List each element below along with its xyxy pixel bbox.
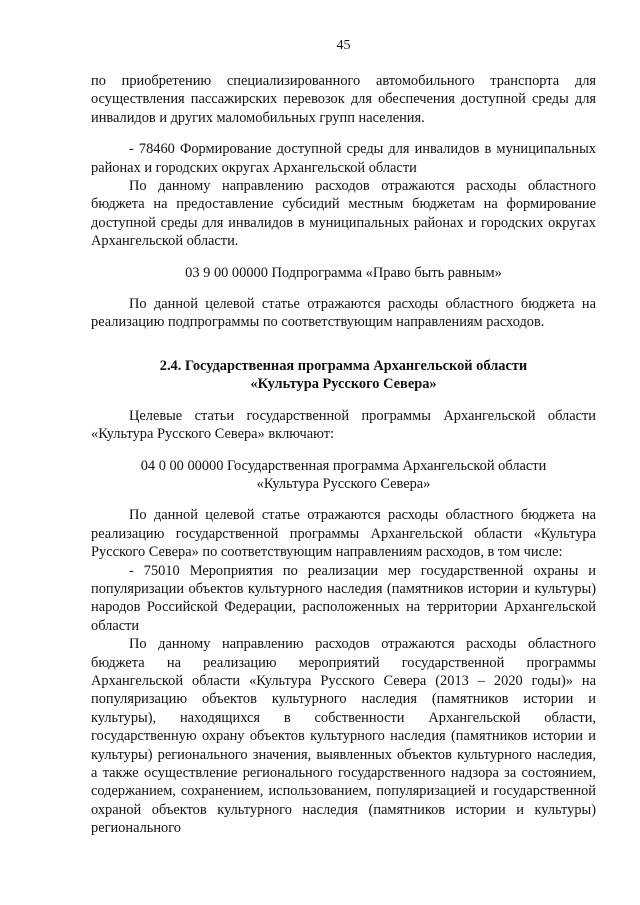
section-heading-line-1: 2.4. Государственная программа Архангельской области — [159, 357, 528, 374]
section-heading — [91, 357, 596, 394]
section-heading-line-2: «Культура Русского Севера» — [250, 376, 437, 393]
expense-item-78460: - 78460 Формирование доступной среды для инвалидов в муниципальных районах и городских округах Архангельской области — [91, 141, 596, 176]
page-number: 45 — [336, 38, 351, 53]
paragraph-subprogram-description: По данной целевой статье отражаются расходы областного бюджета на реализацию подпрограммы по соответствующим направлениям расходов. — [91, 296, 596, 331]
paragraph-78460-description: По данному направлению расходов отражаются расходы областного бюджета на предоставление субсидий местным бюджетам на формирование доступной среды для инвалидов в муниципальных районах и городских округах Архангельской области. — [91, 178, 596, 250]
program-heading-line-1: 04 0 00 00000 Государственная программа Архангельской области — [140, 457, 547, 474]
program-heading-line-2: «Культура Русского Севера» — [256, 475, 431, 492]
paragraph-continuation: по приобретению специализированного автомобильного транспорта для осуществления пассажирских перевозок для обеспечения доступной среды для инвалидов и других маломобильных групп населения. — [91, 73, 596, 126]
subprogram-heading: 03 9 00 00000 Подпрограмма «Право быть равным» — [185, 264, 502, 281]
expense-item-75010: - 75010 Мероприятия по реализации мер государственной охраны и популяризации объектов культурного наследия (памятников истории и культуры) народов Российской Федерации, расположенных на территории Архангельской области — [91, 562, 596, 634]
paragraph-target-articles: Целевые статьи государственной программы Архангельской области «Культура Русского Севера» включают: — [91, 407, 596, 443]
paragraph-75010-description: По данному направлению расходов отражаются расходы областного бюджета на реализацию мероприятий государственной программы Архангельской области «Культура Русского Севера (2013 – 2020 годы)» на популяризацию объектов культурного наследия (памятников истории и культуры), находящихся в собственности Архангельской области, государственную охрану объектов культурного наследия (памятников истории и культуры) регионального значения, выявленных объектов культурного наследия, а также осуществление регионального государственного надзора за состоянием, содержанием, сохранением, использованием, популяризацией и государственной охраной объектов культурного наследия (памятников истории и культуры) регионального — [91, 636, 596, 837]
program-heading — [91, 457, 596, 494]
paragraph-program-description: По данной целевой статье отражаются расходы областного бюджета на реализацию государственной программы Архангельской области «Культура Русского Севера» по соответствующим направлениям расходов, в том числе: — [91, 507, 596, 561]
document-body — [91, 72, 596, 838]
